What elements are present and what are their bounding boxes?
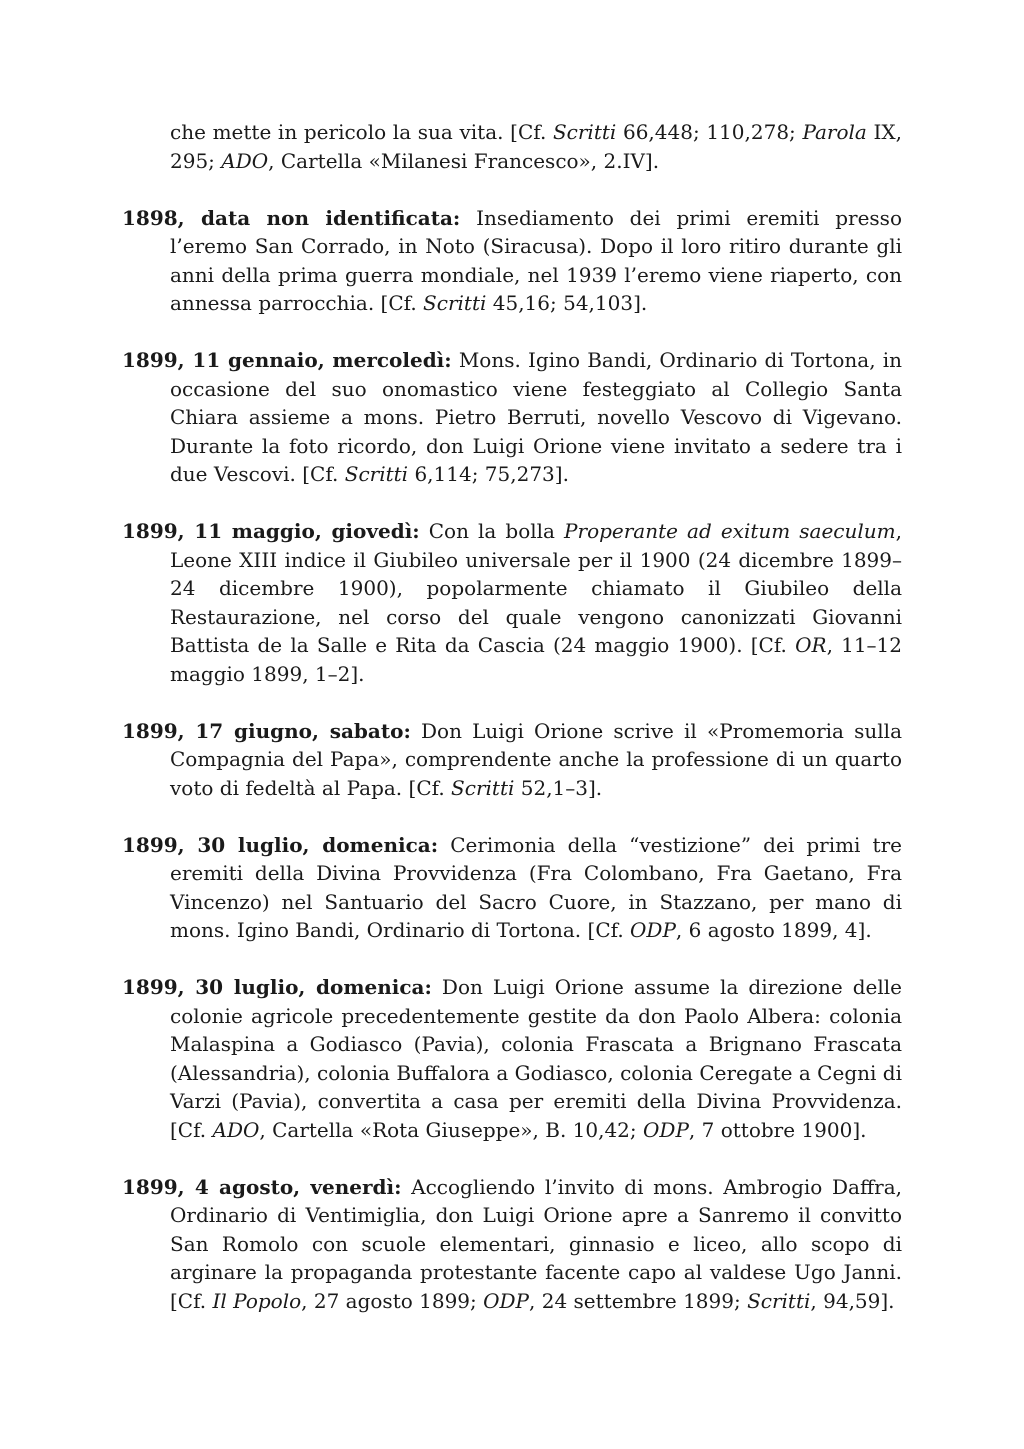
entry-text: Cerimonia della “vestizione” dei primi tre eremiti della Divina Provvidenza (Fra Colombano, Fra Gaetano, Fra Vincenzo) nel Santuario del Sacro Cuore, in Stazzano, per mano di mons. Igino Bandi, Ordinario di Tortona. [Cf. <box>170 832 902 942</box>
chronology-entry <box>122 831 902 945</box>
entry-italic-text: Scritti <box>344 462 409 486</box>
entry-italic-text: ODP <box>483 1288 530 1313</box>
entry-text: Con la bolla <box>419 519 565 543</box>
entry-text: 66,448; 110,278; <box>616 120 803 144</box>
entry-date: 1899, 11 maggio, giovedì: <box>122 519 420 543</box>
entry-date: 1899, 11 gennaio, mercoledì: <box>122 348 452 372</box>
entry-italic-text: ODP <box>643 1117 689 1142</box>
entry-text: Don Luigi Orione assume la direzione delle colonie agricole precedentemente gestite da don Paolo Albera: colonia Malaspina a Godiasco (Pavia), colonia Frascata a Brignano Frascata (Alessandria), colonia Buffalora a Godiasco, colonia Ceregate a Cegni di Varzi (Pavia), convertita a casa per eremiti della Divina Provvidenza. [Cf. <box>170 975 902 1142</box>
entry-date: 1898, data non identificata: <box>122 205 461 230</box>
entry-date: 1899, 30 luglio, domenica: <box>122 975 432 999</box>
chronology-entry <box>122 118 902 175</box>
entry-date: 1899, 30 luglio, domenica: <box>122 832 439 857</box>
entry-italic-text: ADO <box>221 148 269 173</box>
chronology-entry <box>122 717 902 803</box>
entry-italic-text: Il Popolo <box>212 1288 302 1313</box>
entry-text: , 6 agosto 1899, 4]. <box>675 918 872 942</box>
entry-text: , Cartella «Rota Giuseppe», B. 10,42; <box>259 1117 644 1142</box>
entry-date: 1899, 17 giugno, sabato: <box>122 718 411 743</box>
entry-italic-text: ADO <box>212 1117 260 1142</box>
entry-text: Insediamento dei primi eremiti presso l’eremo San Corrado, in Noto (Siracusa). Dopo il loro ritiro durante gli anni della prima guerra mondiale, nel 1939 l’eremo viene riaperto, con annessa parrocchia. [Cf. <box>170 205 902 315</box>
chronology-entry <box>122 1173 902 1316</box>
chronology-entry <box>122 346 902 489</box>
entry-italic-text: Scritti <box>451 775 515 800</box>
entry-italic-text: Scritti <box>423 291 487 315</box>
chronology-entry <box>122 517 902 688</box>
entry-text: , 94,59]. <box>810 1288 895 1313</box>
entry-text: 45,16; 54,103]. <box>486 291 648 315</box>
entry-italic-text: Scritti <box>552 120 617 144</box>
entry-text: , 24 settembre 1899; <box>529 1288 748 1313</box>
entry-italic-text: Properante ad exitum saeculum <box>564 519 896 543</box>
entry-text: Don Luigi Orione scrive il «Promemoria sulla Compagnia del Papa», comprendente anche la professione di un quarto voto di fedeltà al Papa. [Cf. <box>170 718 902 800</box>
entry-text: , 27 agosto 1899; <box>301 1288 484 1313</box>
entry-text: , 7 ottobre 1900]. <box>688 1117 867 1142</box>
entry-text: Accogliendo l’invito di mons. Ambrogio Daffra, Ordinario di Ventimiglia, don Luigi Orione apre a Sanremo il convitto San Romolo con scuole elementari, ginnasio e liceo, allo scopo di arginare la propaganda protestante facente capo al valdese Ugo Janni. [Cf. <box>170 1174 902 1313</box>
entry-text: , 11–12 maggio 1899, 1–2]. <box>170 633 902 686</box>
entry-text: Mons. Igino Bandi, Ordinario di Tortona, in occasione del suo onomastico viene festeggiato al Collegio Santa Chiara assieme a mons. Pietro Berruti, novello Vescovo di Vigevano. Durante la foto ricordo, don Luigi Orione viene invitato a sedere tra i due Vescovi. [Cf. <box>170 348 902 486</box>
chronology-entry <box>122 973 902 1144</box>
entry-italic-text: ODP <box>630 918 676 942</box>
entry-text: 6,114; 75,273]. <box>408 462 569 486</box>
chronology-entry <box>122 204 902 318</box>
entry-text: IX, 295; <box>170 120 902 173</box>
entry-italic-text: Scritti <box>747 1288 811 1313</box>
entry-text: 52,1–3]. <box>514 775 603 800</box>
entry-text: , Cartella «Milanesi Francesco», 2.IV]. <box>268 148 660 173</box>
entry-date: 1899, 4 agosto, venerdì: <box>122 1174 402 1199</box>
entry-text: che mette in pericolo la sua vita. [Cf. <box>170 120 553 144</box>
entry-text: , Leone XIII indice il Giubileo universale per il 1900 (24 dicembre 1899–24 dicembre 1900), popolarmente chiamato il Giubileo della Restaurazione, nel corso del quale vengono canonizzati Giovanni Battista de la Salle e Rita da Cascia (24 maggio 1900). [Cf. <box>170 519 902 657</box>
document-page <box>122 118 902 1344</box>
entry-italic-text: OR <box>795 633 827 657</box>
entry-italic-text: Parola <box>802 120 867 144</box>
